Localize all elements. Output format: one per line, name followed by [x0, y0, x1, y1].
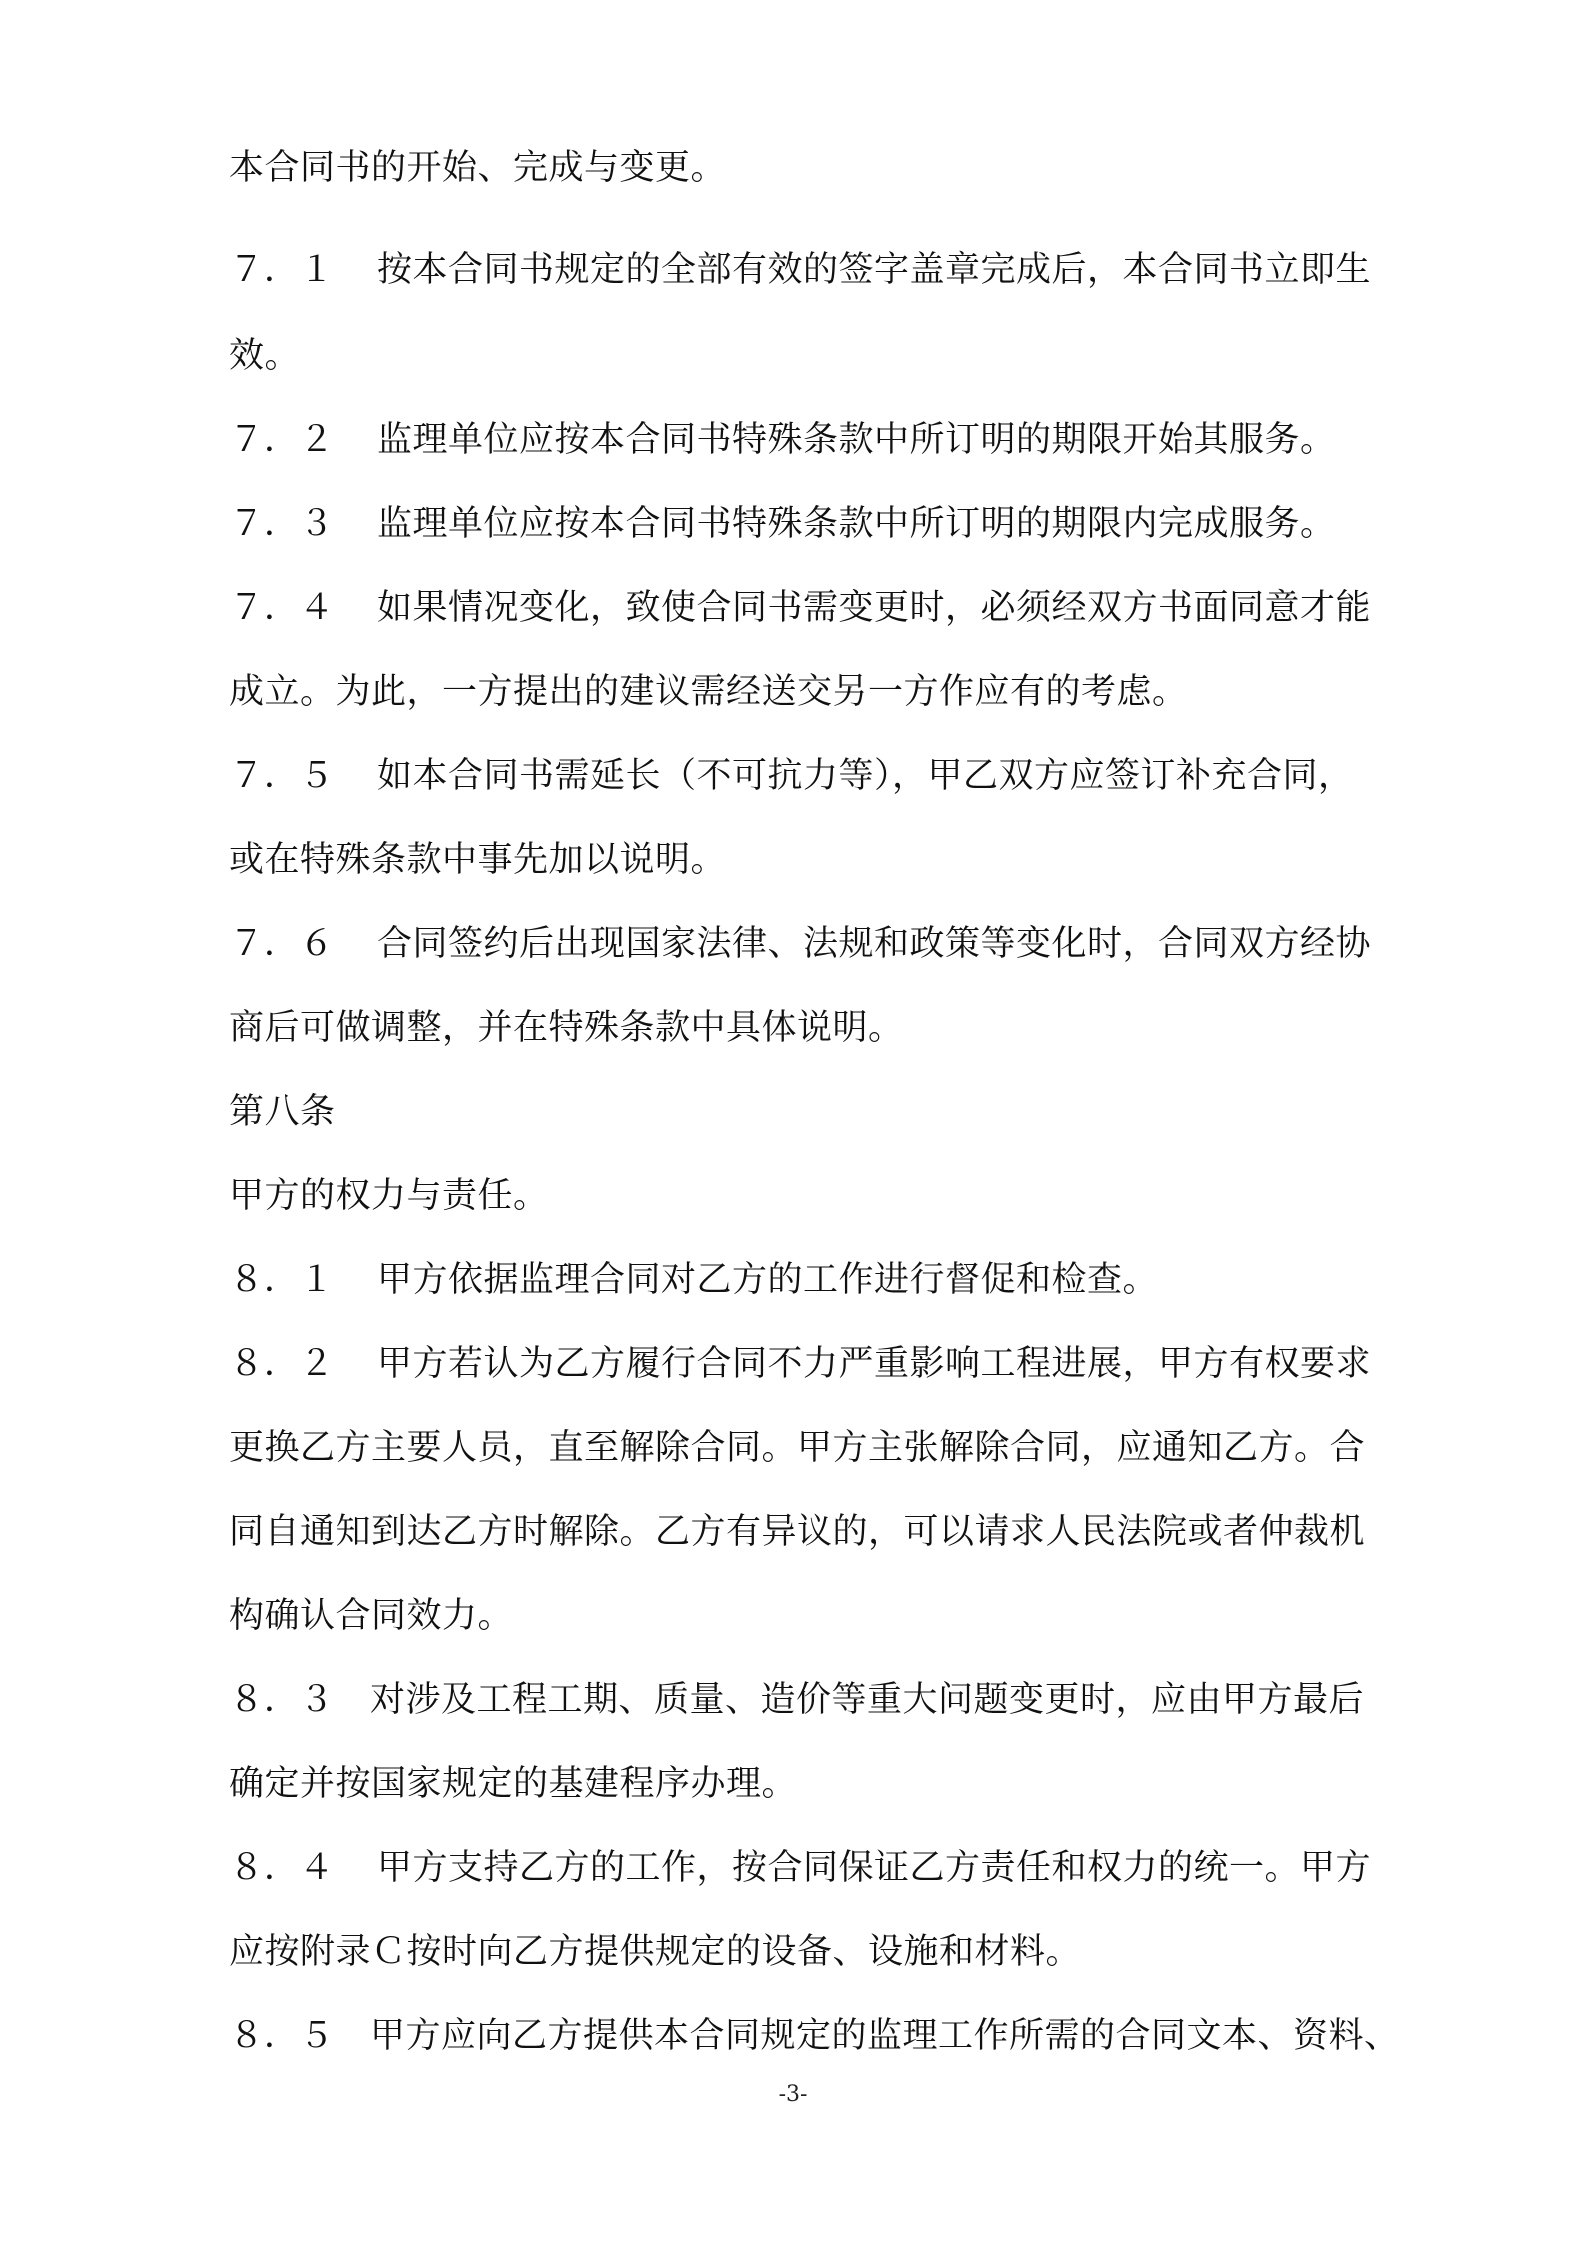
- clause-line: [229, 500, 1336, 548]
- clause-number: ７．３: [229, 504, 335, 544]
- clause-line: [229, 1844, 1371, 1892]
- clause-number: ８．３: [229, 1680, 335, 1720]
- clause-line: [229, 416, 1336, 464]
- clause-number: ８．１: [229, 1260, 335, 1300]
- text-line: [229, 1004, 904, 1052]
- line-text: 同自通知到达乙方时解除。乙方有异议的，可以请求人民法院或者仲裁机: [229, 1512, 1366, 1552]
- line-text: 甲方应向乙方提供本合同规定的监理工作所需的合同文本、资料、: [370, 2016, 1400, 2056]
- clause-number: ７．４: [229, 588, 335, 628]
- text-line: [229, 668, 1188, 716]
- line-text: 甲方依据监理合同对乙方的工作进行督促和检查。: [377, 1260, 1159, 1300]
- text-line: [229, 1928, 1081, 1976]
- line-text: 甲方若认为乙方履行合同不力严重影响工程进展，甲方有权要求: [377, 1344, 1372, 1384]
- line-text: 监理单位应按本合同书特殊条款中所订明的期限内完成服务。: [377, 504, 1336, 544]
- line-text: 应按附录Ｃ按时向乙方提供规定的设备、设施和材料。: [229, 1932, 1082, 1972]
- clause-number: ７．１: [229, 250, 335, 290]
- text-line: [229, 1508, 1365, 1556]
- text-line: [229, 1424, 1365, 1472]
- line-text: 监理单位应按本合同书特殊条款中所订明的期限开始其服务。: [377, 420, 1336, 460]
- clause-line: [229, 584, 1371, 632]
- text-line: [229, 144, 726, 192]
- line-text: 或在特殊条款中事先加以说明。: [229, 840, 727, 880]
- line-text: 如果情况变化，致使合同书需变更时，必须经双方书面同意才能: [377, 588, 1372, 628]
- clause-number: ８．４: [229, 1848, 335, 1888]
- line-text: 如本合同书需延长（不可抗力等），甲乙双方应签订补充合同，: [377, 756, 1354, 796]
- clause-number: ８．５: [229, 2016, 335, 2056]
- text-line: [229, 1592, 513, 1640]
- clause-number: ７．５: [229, 756, 335, 796]
- line-text: 甲方支持乙方的工作，按合同保证乙方责任和权力的统一。甲方: [377, 1848, 1372, 1888]
- clause-line: [229, 246, 1371, 294]
- text-line: [229, 1172, 549, 1220]
- text-line: [229, 836, 726, 884]
- line-text: 更换乙方主要人员，直至解除合同。甲方主张解除合同，应通知乙方。合: [229, 1428, 1366, 1468]
- clause-line: [229, 920, 1371, 968]
- line-text: 按本合同书规定的全部有效的签字盖章完成后，本合同书立即生: [377, 250, 1372, 290]
- clause-number: ７．２: [229, 420, 335, 460]
- clause-line: [229, 1340, 1371, 1388]
- text-line: [229, 332, 300, 380]
- line-text: 对涉及工程工期、质量、造价等重大问题变更时，应由甲方最后: [370, 1680, 1365, 1720]
- clause-line: [229, 2012, 1400, 2060]
- line-text: 本合同书的开始、完成与变更。: [229, 148, 727, 188]
- line-text: 商后可做调整，并在特殊条款中具体说明。: [229, 1008, 904, 1048]
- line-text: 甲方的权力与责任。: [229, 1176, 549, 1216]
- line-text: 确定并按国家规定的基建程序办理。: [229, 1764, 798, 1804]
- clause-line: [229, 1676, 1364, 1724]
- line-text: 构确认合同效力。: [229, 1596, 514, 1636]
- line-text: 效。: [229, 336, 301, 376]
- text-line: [229, 1760, 797, 1808]
- clause-number: ７．６: [229, 924, 335, 964]
- line-text: 第八条: [229, 1092, 336, 1132]
- clause-line: [229, 752, 1354, 800]
- page-number: -3-: [778, 2082, 808, 2107]
- article-heading: [229, 1088, 336, 1136]
- clause-number: ８．２: [229, 1344, 335, 1384]
- line-text: 合同签约后出现国家法律、法规和政策等变化时，合同双方经协: [377, 924, 1372, 964]
- clause-line: [229, 1256, 1158, 1304]
- line-text: 成立。为此，一方提出的建议需经送交另一方作应有的考虑。: [229, 672, 1188, 712]
